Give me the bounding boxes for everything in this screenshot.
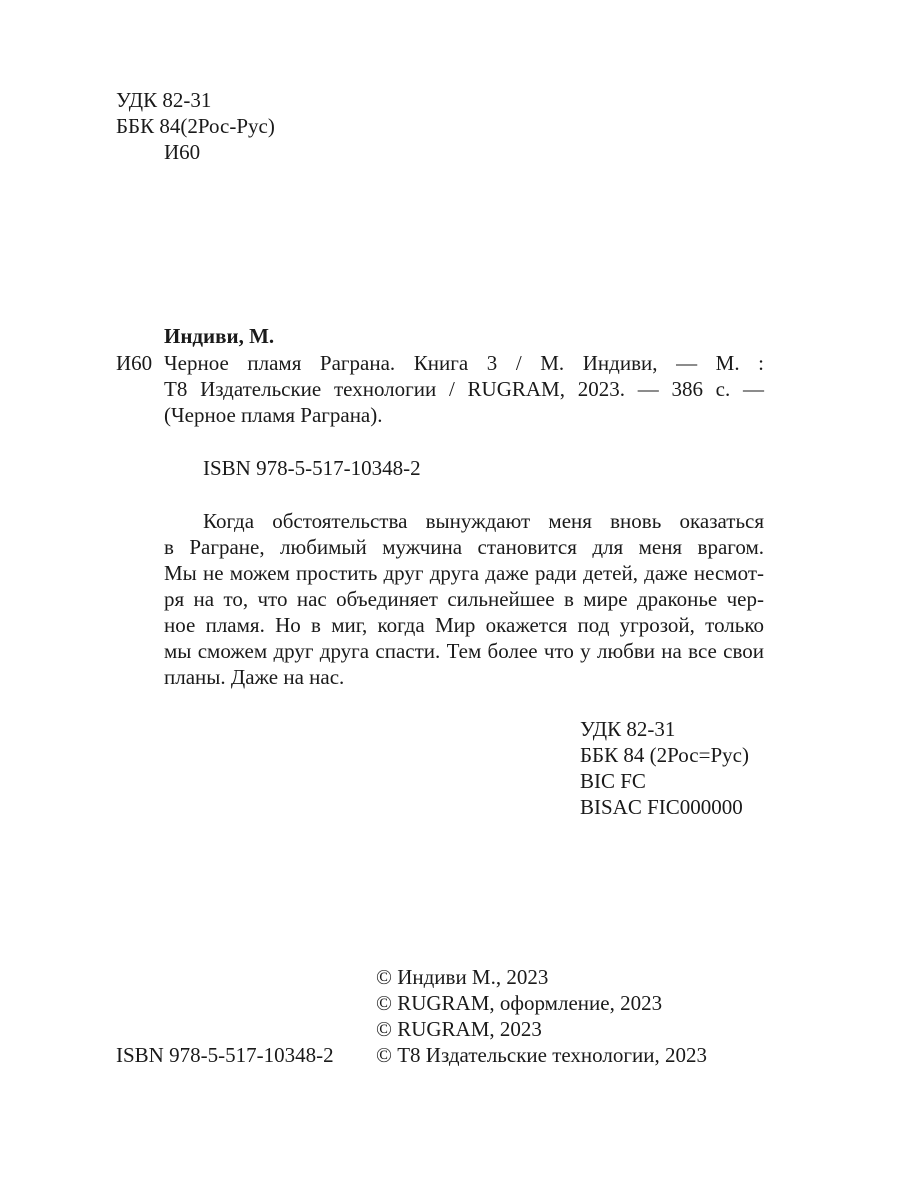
annotation-line: Мы не можем простить друг друга даже ради детей, даже несмот- <box>164 561 764 585</box>
copyright-line: © Т8 Издательские технологии, 2023 <box>376 1043 707 1067</box>
isbn-footer: ISBN 978-5-517-10348-2 <box>116 1043 334 1067</box>
annotation-line: в Рагране, любимый мужчина становится для меня врагом. <box>164 535 764 559</box>
annotation-line: мы сможем друг друга спасти. Тем более что у любви на все свои <box>164 639 764 663</box>
biblio-line: Т8 Издательские технологии / RUGRAM, 2023. — 386 с. — <box>164 377 764 401</box>
book-annotation <box>164 508 764 690</box>
bic-code: BIC FC <box>580 769 646 793</box>
author-heading: Индиви, М. <box>164 324 275 348</box>
annotation-line: планы. Даже на нас. <box>164 665 345 689</box>
copyright-notices <box>376 964 707 1068</box>
biblio-line: (Черное пламя Раграна). <box>164 403 383 427</box>
bbk-code: ББК 84(2Рос-Рус) <box>116 114 275 138</box>
annotation-line: Когда обстоятельства вынуждают меня вновь оказаться <box>203 509 764 533</box>
annotation-line: ное пламя. Но в миг, когда Мир окажется под угрозой, только <box>164 613 764 637</box>
isbn-record: ISBN 978-5-517-10348-2 <box>203 456 421 480</box>
bisac-code: BISAC FIC000000 <box>580 795 743 819</box>
bbk-code: ББК 84 (2Рос=Рус) <box>580 743 749 767</box>
copyright-line: © RUGRAM, оформление, 2023 <box>376 991 663 1015</box>
biblio-line: Черное пламя Раграна. Книга 3 / М. Индиви, — М. : <box>164 351 764 375</box>
udk-code: УДК 82-31 <box>116 88 212 112</box>
biblio-author-sign: И60 <box>116 351 153 375</box>
author-sign: И60 <box>164 140 201 164</box>
copyright-line: © Индиви М., 2023 <box>376 965 549 989</box>
bibliographic-description <box>164 350 764 428</box>
udk-code: УДК 82-31 <box>580 717 676 741</box>
annotation-line: ря на то, что нас объединяет сильнейшее в мире драконье чер- <box>164 587 764 611</box>
top-classification-codes <box>116 87 275 165</box>
right-classification-codes <box>580 716 749 820</box>
copyright-line: © RUGRAM, 2023 <box>376 1017 542 1041</box>
